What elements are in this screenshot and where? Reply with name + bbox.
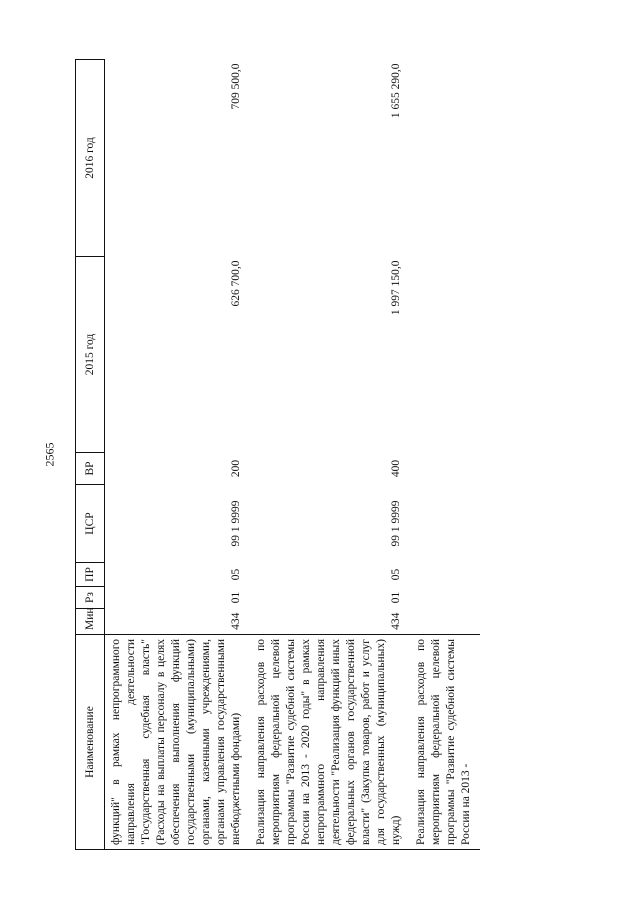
- header-2015: 2015 год: [76, 257, 105, 453]
- row-csr: 99 1 9999: [230, 500, 242, 547]
- table-row: [105, 60, 251, 850]
- row-2016: [410, 60, 480, 257]
- row-pr: 05: [230, 568, 242, 581]
- table-header: [76, 60, 105, 850]
- row-vr: 400: [390, 459, 402, 478]
- row-pr: [410, 563, 480, 587]
- row-min: 434: [230, 612, 242, 630]
- row-name: функций" в рамках непрограммного направления деятельности "Государственная судебная власть" (Расходы на выплаты персоналу в целях обеспечения выполнения функций государственными (муниципальными) органами, казенными учреждениями, органами управления государственными внебюджетными фондами): [105, 635, 251, 850]
- row-min: 434: [390, 612, 402, 630]
- row-name: Реализация направления расходов по мероприятиям федеральной целевой программы "Развитие судебной системы России на 2013 -: [410, 635, 480, 850]
- row-rz: 01: [390, 591, 402, 604]
- row-rz: [410, 587, 480, 609]
- header-min: Мин: [76, 609, 105, 635]
- row-rz: 01: [230, 591, 242, 604]
- budget-table-region: [75, 60, 615, 850]
- header-name: Наименование: [76, 635, 105, 850]
- row-vr: 200: [230, 459, 242, 478]
- header-pr: ПР: [76, 563, 105, 587]
- row-min: [410, 609, 480, 635]
- header-rz: Рз: [76, 587, 105, 609]
- header-2016: 2016 год: [76, 60, 105, 257]
- row-2015: [410, 257, 480, 453]
- budget-table: [75, 59, 480, 850]
- row-2015: 626 700,0: [230, 260, 242, 307]
- row-csr: 99 1 9999: [390, 500, 402, 547]
- row-2015: 1 997 150,0: [390, 260, 402, 316]
- header-csr: ЦСР: [76, 485, 105, 563]
- row-pr: 05: [390, 568, 402, 581]
- row-vr: [410, 453, 480, 485]
- row-2016: 709 500,0: [230, 63, 242, 110]
- page-number: 2565: [42, 442, 57, 467]
- row-csr: [410, 485, 480, 563]
- table-row: [410, 60, 480, 850]
- table-row: [250, 60, 410, 850]
- header-vr: ВР: [76, 453, 105, 485]
- row-name: Реализация направления расходов по мероприятиям федеральной целевой программы "Развитие судебной системы России на 2013 - 2020 годы" в рамках непрограммного направления деятельности "Реализация функций иных федеральных органов государственной власти" (Закупка товаров, работ и услуг для государственных (муниципальных) нужд): [250, 635, 410, 850]
- row-2016: 1 655 290,0: [390, 63, 402, 119]
